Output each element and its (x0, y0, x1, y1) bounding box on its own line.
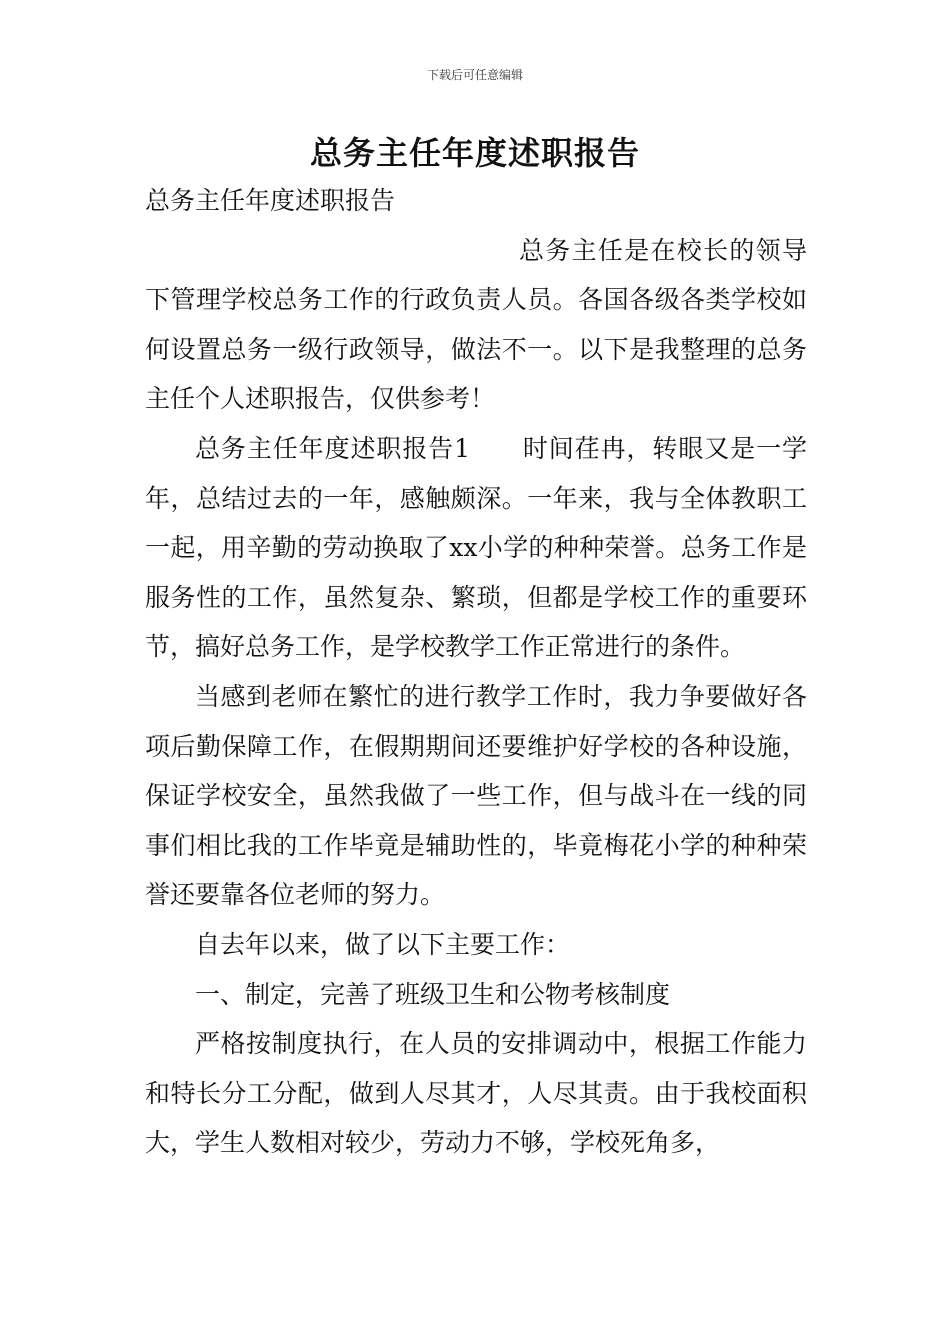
document-body (145, 176, 807, 1168)
paragraph-support-work: 当感到老师在繁忙的进行教学工作时，我力争要做好各项后勤保障工作，在假期期间还要维护好学校的各种设施，保证学校安全，虽然我做了一些工作，但与战斗在一线的同事们相比我的工作毕竟是辅助性的，毕竟梅花小学的种种荣誉还要靠各位老师的努力。 (145, 681, 807, 910)
paragraph-report-1: 总务主任年度述职报告1 时间荏冉，转眼又是一学年，总结过去的一年，感触颇深。一年来，我与全体教职工一起，用辛勤的劳动换取了xx小学的种种荣誉。总务工作是服务性的工作，虽然复杂、繁琐，但都是学校工作的重要环节，搞好总务工作，是学校教学工作正常进行的条件。 (145, 433, 807, 662)
header-note: 下载后可任意编辑 (426, 68, 523, 82)
document-subtitle: 总务主任年度述职报告 (145, 186, 396, 215)
paragraph-intro: 总务主任是在校长的领导下管理学校总务工作的行政负责人员。各国各级各类学校如何设置总务一级行政领导，做法不一。以下是我整理的总务主任个人述职报告，仅供参考！ (145, 235, 807, 414)
paragraph-main-work-intro: 自去年以来，做了以下主要工作： (195, 929, 571, 959)
section-heading-1: 一、制定，完善了班级卫生和公物考核制度 (195, 979, 671, 1009)
paragraph-section-1-body: 严格按制度执行，在人员的安排调动中，根据工作能力和特长分工分配，做到人尽其才，人尽其责。由于我校面积大，学生人数相对较少，劳动力不够，学校死角多， (145, 1029, 807, 1158)
page-title: 总务主任年度述职报告 (309, 134, 640, 172)
